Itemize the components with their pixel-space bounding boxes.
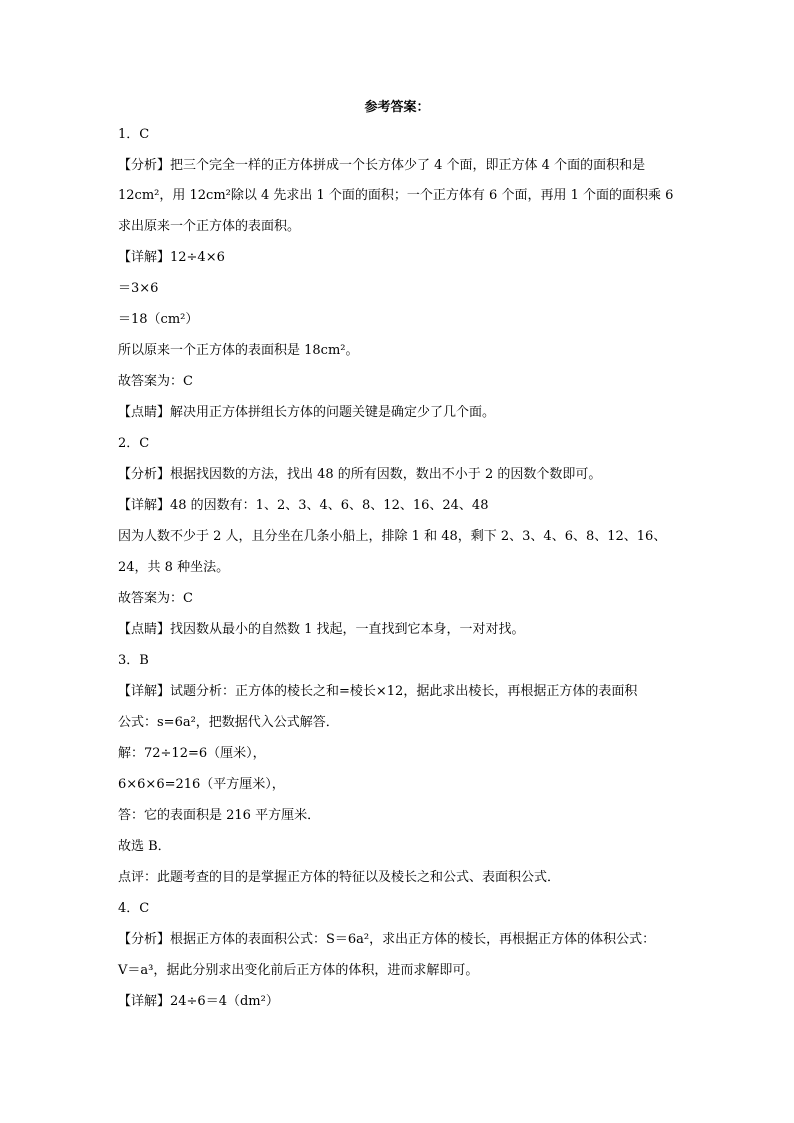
- detail-1-line-4: 所以原来一个正方体的表面积是 18cm²。: [118, 343, 359, 358]
- answer-number-1: 1．C: [118, 127, 150, 142]
- detail-2-line-3: 24，共 8 种坐法。: [118, 560, 230, 575]
- analysis-4-line-1: 【分析】根据正方体的表面积公式：S＝6a²，求出正方体的棱长，再根据正方体的体积公式：: [118, 932, 656, 947]
- analysis-1-line-1: 【分析】把三个完全一样的正方体拼成一个长方体少了 4 个面，即正方体 4 个面的面积和是: [118, 158, 646, 173]
- detail-1-line-3: ＝18（cm²）: [118, 312, 199, 327]
- comment-1: 【点睛】解决用正方体拼组长方体的问题关键是确定少了几个面。: [118, 405, 496, 420]
- analysis-2: 【分析】根据找因数的方法，找出 48 的所有因数，数出不小于 2 的因数个数即可。: [118, 467, 602, 482]
- answer-3: 故选 B．: [118, 839, 171, 854]
- analysis-4-line-2: V＝a³，据此分别求出变化前后正方体的体积，进而求解即可。: [118, 963, 479, 978]
- page-title: 参考答案：: [364, 100, 430, 115]
- detail-3-line-4: 6×6×6=216（平方厘米），: [118, 777, 285, 792]
- detail-3-line-2: 公式：s=6a²，把数据代入公式解答．: [118, 715, 339, 730]
- analysis-1-line-3: 求出原来一个正方体的表面积。: [118, 219, 301, 234]
- detail-4-line-1: 【详解】24÷6＝4（dm²）: [118, 994, 279, 1009]
- detail-3-line-5: 答：它的表面积是 216 平方厘米．: [118, 808, 321, 823]
- detail-1-line-2: ＝3×6: [118, 281, 159, 296]
- detail-3-line-3: 解：72÷12=6（厘米），: [118, 746, 266, 761]
- answer-number-4: 4．C: [118, 901, 150, 916]
- comment-2: 【点睛】找因数从最小的自然数 1 找起，一直找到它本身，一对对找。: [118, 622, 525, 637]
- detail-2-line-1: 【详解】48 的因数有：1、2、3、4、6、8、12、16、24、48: [118, 498, 489, 513]
- answer-1: 故答案为：C: [118, 374, 193, 389]
- answer-2: 故答案为：C: [118, 591, 193, 606]
- answer-number-2: 2．C: [118, 436, 150, 451]
- analysis-1-line-2: 12cm²，用 12cm²除以 4 先求出 1 个面的面积；一个正方体有 6 个面，再用 1 个面的面积乘 6: [118, 188, 674, 203]
- detail-3-line-1: 【详解】试题分析：正方体的棱长之和=棱长×12，据此求出棱长，再根据正方体的表面积: [118, 684, 638, 699]
- detail-1-line-1: 【详解】12÷4×6: [118, 250, 225, 265]
- comment-3: 点评：此题考查的目的是掌握正方体的特征以及棱长之和公式、表面积公式．: [118, 870, 561, 885]
- detail-2-line-2: 因为人数不少于 2 人，且分坐在几条小船上，排除 1 和 48，剩下 2、3、4、6、8、12、16、: [118, 529, 667, 544]
- answer-number-3: 3．B: [118, 653, 149, 668]
